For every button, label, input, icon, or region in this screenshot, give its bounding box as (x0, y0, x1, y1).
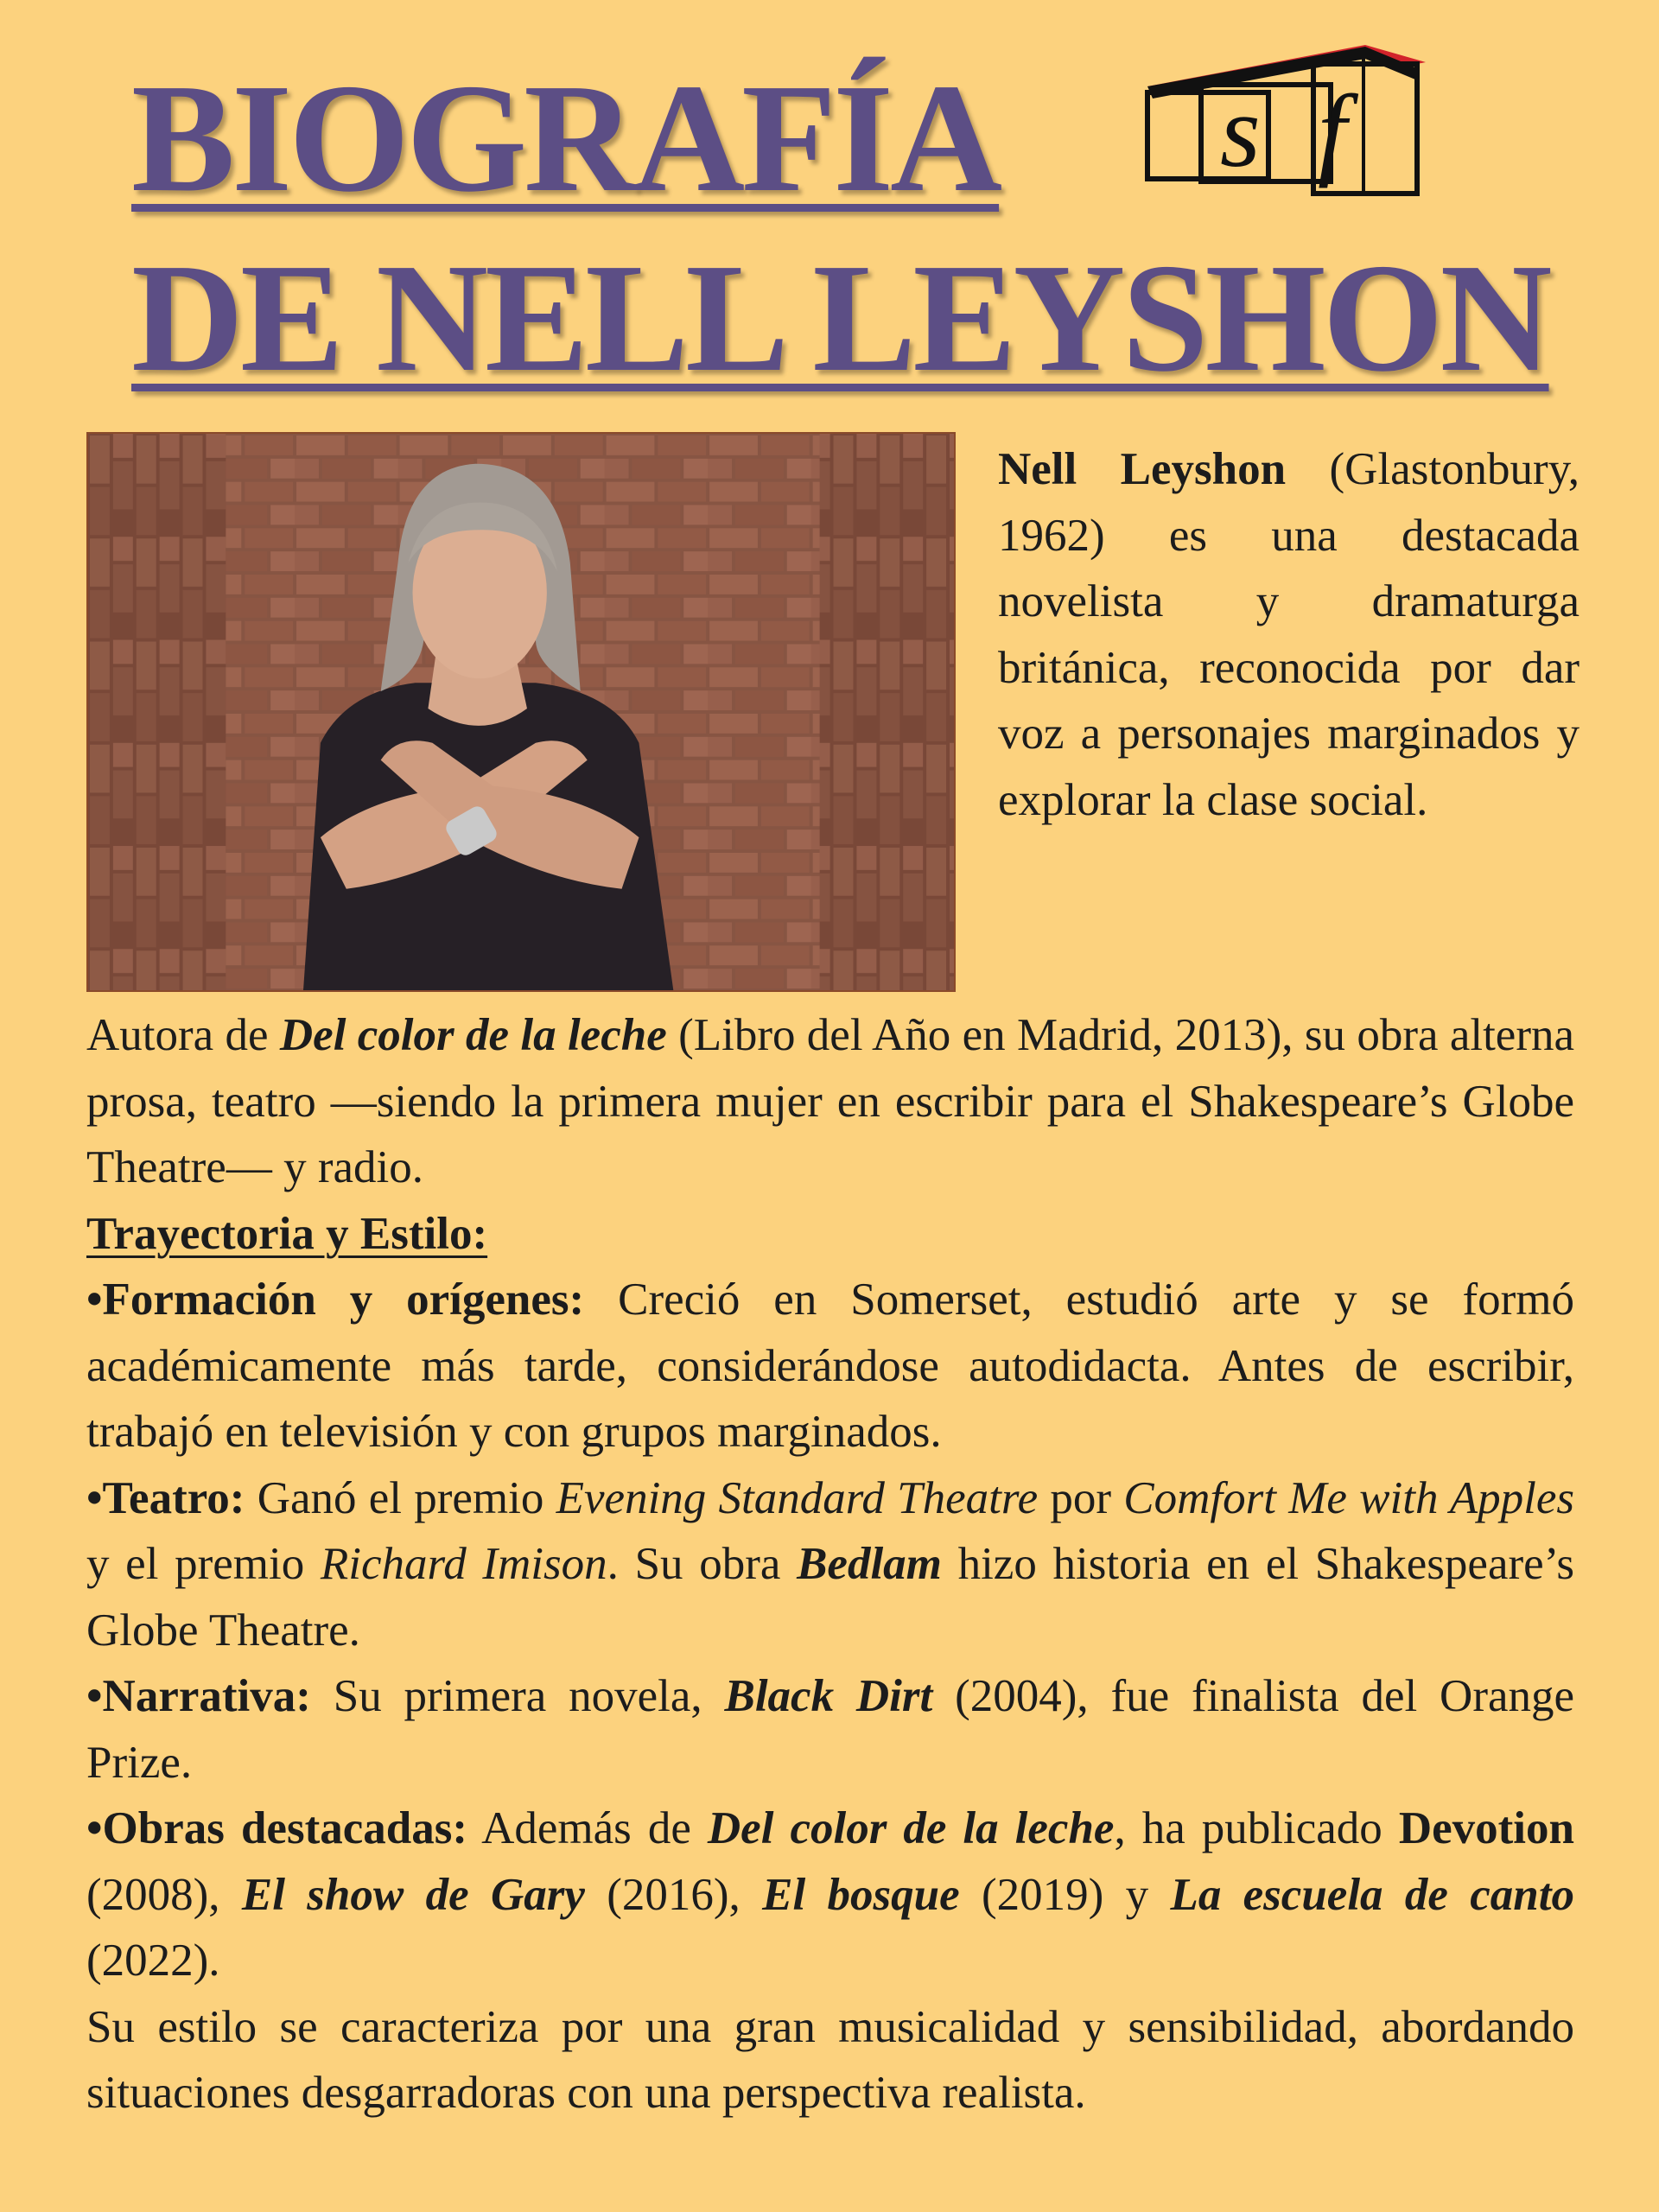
paragraph-closing: Su estilo se caracteriza por una gran musicalidad y sensibilidad, abordando situaciones desgarradoras con una perspectiva realista. (86, 2001, 1574, 2118)
item-narrativa: •Narrativa: Su primera novela, Black Dirt (2004), fue finalista del Orange Prize. (86, 1671, 1575, 1788)
biography-body (86, 1002, 1574, 2126)
page-title-line-1: BIOGRAFÍA (131, 52, 1000, 224)
item-obras: •Obras destacadas: Además de Del color de la leche, ha publicado Devotion (2008), El show de Gary (2016), El bosque (2019) y La escuela de canto (2022). (86, 1803, 1574, 1986)
paragraph-overview: Autora de Del color de la leche (Libro del Año en Madrid, 2013), su obra alterna prosa, teatro —siendo la primera mujer en escribir para el Shakespeare’s Globe Theatre— y radio. (86, 1010, 1575, 1192)
logo-letter-f: f (1318, 73, 1347, 188)
section-heading: Trayectoria y Estilo: (86, 1208, 488, 1259)
publisher-logo (1141, 45, 1439, 200)
author-name: Nell Leyshon (998, 444, 1287, 494)
logo-letter-s: s (1220, 73, 1261, 188)
page-title-line-2: DE NELL LEYSHON (131, 232, 1549, 404)
author-origin: (Glastonbury, 1962) (998, 444, 1580, 561)
author-photo (86, 432, 956, 992)
author-description: es una destacada novelista y dramaturga británica, reconocida por dar voz a personajes marginados y explorar la clase social. (998, 510, 1580, 825)
item-formacion: •Formación y orígenes: Creció en Somerset, estudió arte y se formó académicamente más tarde, considerándose autodidacta. Antes de escribir, trabajó en televisión y con grupos marginados. (86, 1274, 1574, 1457)
item-teatro: •Teatro: Ganó el premio Evening Standard Theatre por Comfort Me with Apples y el premio Richard Imison. Su obra Bedlam hizo historia en el Shakespeare’s Globe Theatre. (86, 1472, 1575, 1656)
intro-text (998, 436, 1580, 833)
